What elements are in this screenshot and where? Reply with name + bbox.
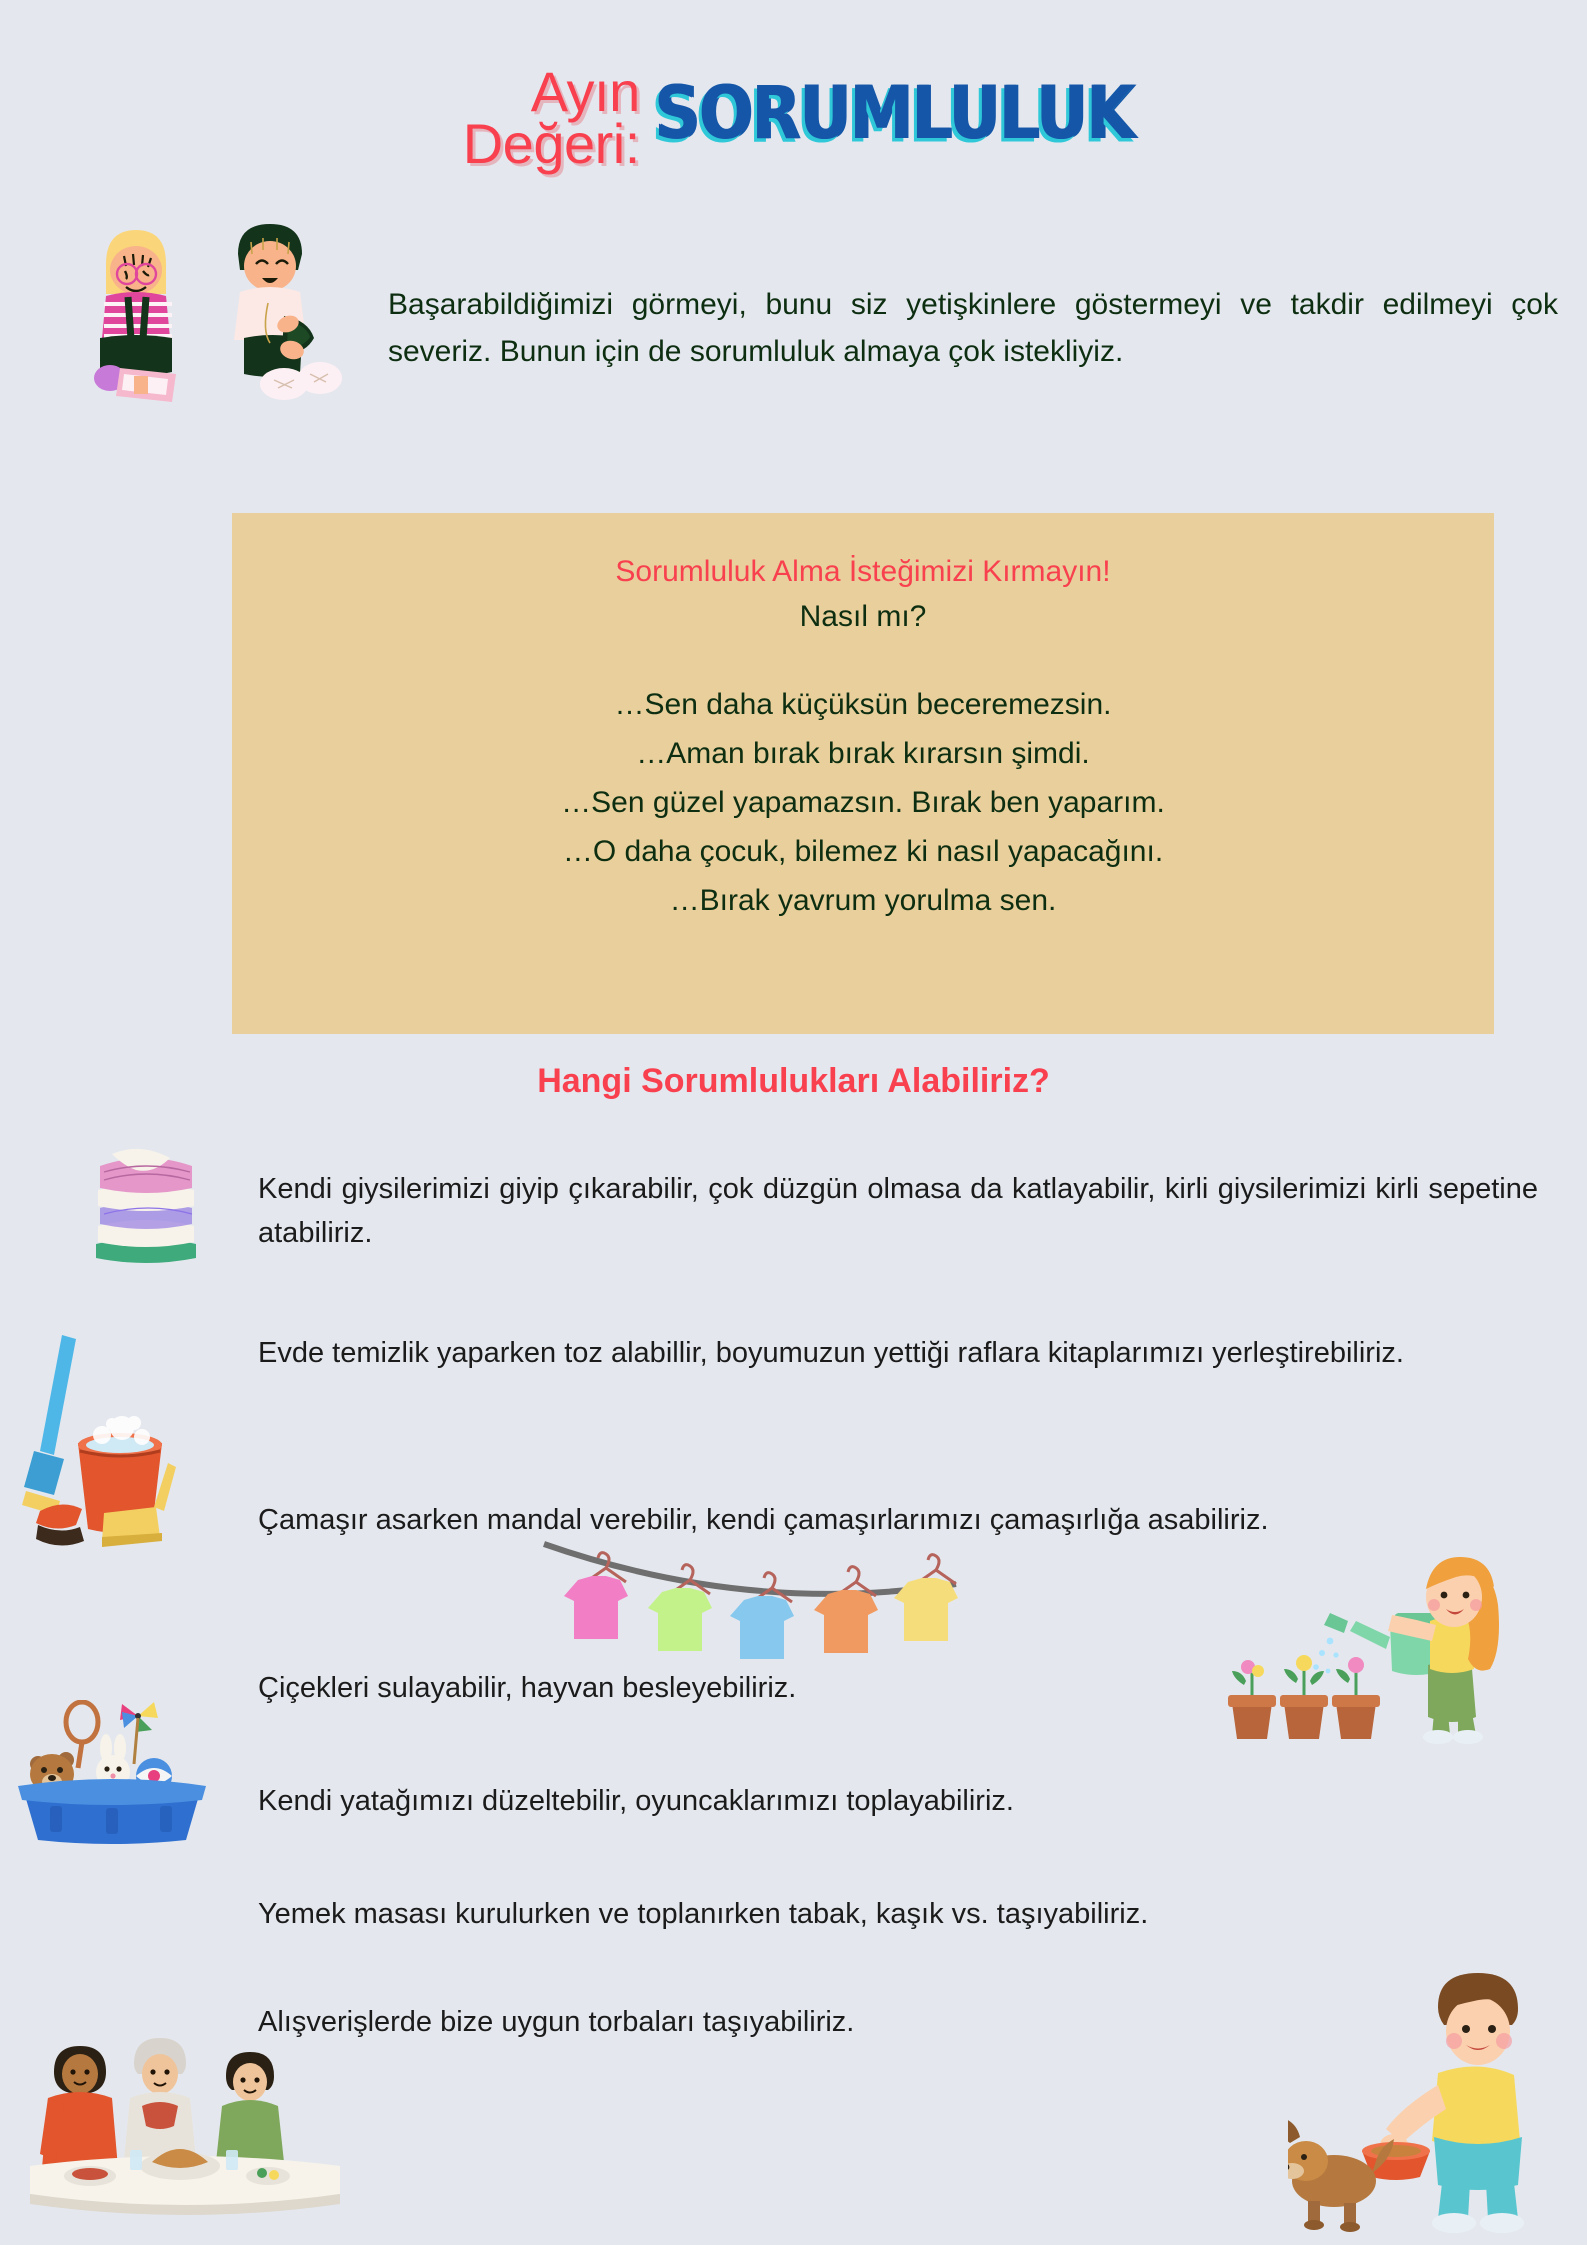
list-item: Kendi giysilerimizi giyip çıkarabilir, çok düzgün olmasa da katlayabilir, kirli giysilerimizi kirli sepetine atabiliriz.: [258, 1173, 1538, 1249]
list-item: Alışverişlerde bize uygun torbaları taşıyabiliriz.: [258, 2006, 855, 2038]
folded-clothes-stack-illustration: [82, 1148, 212, 1268]
intro-paragraph: Başarabildiğimizi görmeyi, bunu siz yetişkinlere göstermeyi ve takdir edilmeyi çok severiz. Bunun için de sorumluluk almaya çok istekliyiz.: [388, 288, 1558, 368]
advice-box-heading: Sorumluluk Alma İsteğimizi Kırmayın!: [615, 555, 1111, 588]
advice-box-subheading: Nasıl mı?: [799, 600, 927, 633]
list-item: Yemek masası kurulurken ve toplanırken tabak, kaşık vs. taşıyabiliriz.: [258, 1898, 1149, 1930]
poster-header: [0, 60, 1587, 180]
advice-line: …Sen daha küçüksün beceremezsin.: [614, 688, 1112, 721]
cleaning-supplies-bucket-mop-illustration: [18, 1325, 188, 1555]
page-title-red: [462, 59, 654, 175]
advice-line: …O daha çocuk, bilemez ki nasıl yapacağını.: [562, 834, 1164, 868]
list-item: Evde temizlik yaparken toz alabillir, boyumuzun yettiği raflara kitaplarımızı yerleştirebiliriz.: [258, 1337, 1404, 1369]
toy-box-with-toys-illustration: [10, 1700, 235, 1845]
boy-feeding-dog-illustration: [1288, 1965, 1558, 2235]
title-line-degeri: Değeri:: [462, 112, 640, 175]
two-children-reading-books-illustration: [88, 208, 353, 408]
title-line-ayin: Ayın: [530, 59, 640, 123]
advice-line: …Sen güzel yapamazsın. Bırak ben yaparım.: [561, 785, 1165, 819]
family-at-dinner-table-illustration: [30, 2020, 340, 2235]
page-title-value: SORUMLULUK: [653, 69, 1134, 156]
list-item: Çamaşır asarken mandal verebilir, kendi çamaşırlarımızı çamaşırlığa asabiliriz.: [258, 1504, 1269, 1536]
advice-line: …Aman bırak bırak kırarsın şimdi.: [636, 736, 1090, 770]
advice-box-spacer: [232, 639, 1494, 681]
section-heading: Hangi Sorumlulukları Alabiliriz?: [537, 1062, 1050, 1100]
advice-line: …Bırak yavrum yorulma sen.: [669, 883, 1057, 917]
advice-box: [232, 513, 1494, 1034]
list-item: Kendi yatağımızı düzeltebilir, oyuncaklarımızı toplayabiliriz.: [258, 1785, 1014, 1817]
list-item: Çiçekleri sulayabilir, hayvan besleyebiliriz.: [258, 1672, 797, 1704]
clothesline-with-tshirts-illustration: [540, 1538, 960, 1683]
girl-watering-plants-illustration: [1218, 1545, 1518, 1745]
